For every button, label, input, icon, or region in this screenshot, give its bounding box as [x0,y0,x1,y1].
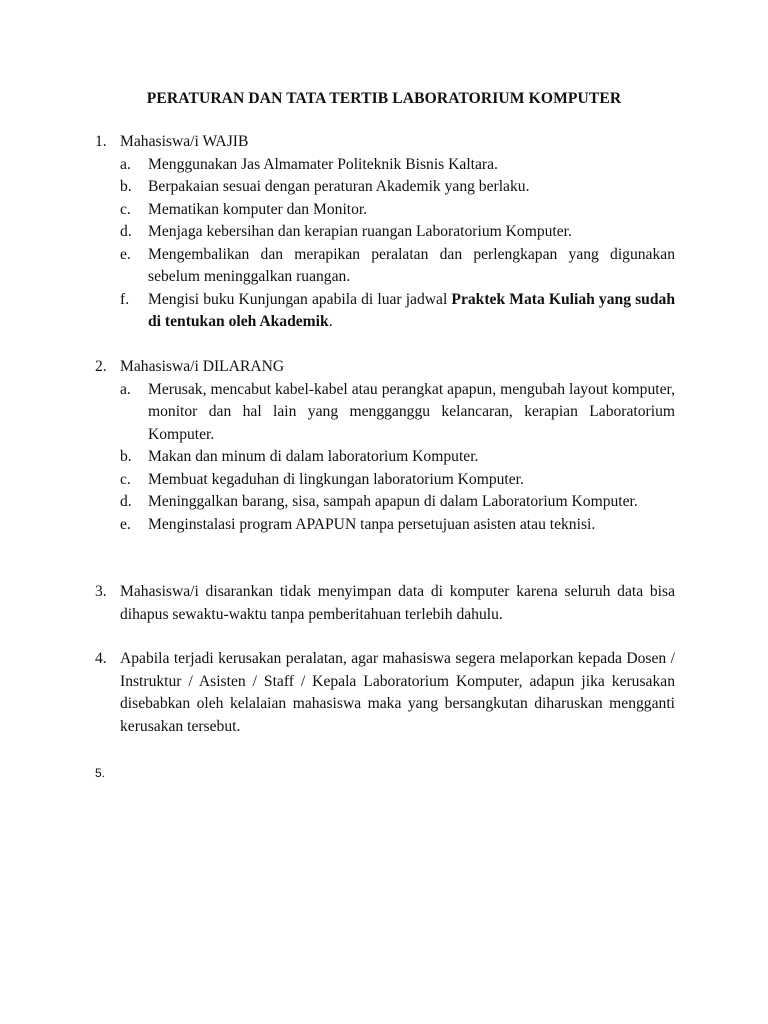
section-number: 1. [95,133,107,150]
section-text: Apabila terjadi kerusakan peralatan, agar mahasiswa segera melaporkan kepada Dosen / Instruktur / Asisten / Staff / Kepala Laboratorium Komputer, adapun jika kerusakan disebabkan oleh kelalaian mahasiswa maka yang bersangkutan diharuskan mengganti kerusakan tersebut. [120,650,675,735]
item-text: Makan dan minum di dalam laboratorium Komputer. [148,448,479,465]
item-letter: c. [120,470,131,488]
list-item [95,154,675,177]
section-paragraph [95,648,675,738]
page-title: PERATURAN DAN TATA TERTIB LABORATORIUM KOMPUTER [146,90,622,107]
list-item [95,379,675,447]
item-text: Membuat kegaduhan di lingkungan laboratorium Komputer. [148,470,524,488]
item-text: Berpakaian sesuai dengan peraturan Akademik yang berlaku. [148,178,530,195]
item-text: Menggunakan Jas Almamater Politeknik Bisnis Kaltara. [148,155,498,173]
item-letter: d. [120,493,132,510]
list-item [95,469,675,492]
list-item [95,176,675,199]
item-text: Merusak, mencabut kabel-kabel atau perangkat apapun, mengubah layout komputer, monitor dan hal lain yang mengganggu kelancaran, kerapian Laboratorium Komputer. [148,380,675,443]
item-letter: b. [120,448,132,465]
item-text: Mematikan komputer dan Monitor. [148,200,368,218]
item-text: Menginstalasi program APAPUN tanpa persetujuan asisten atau teknisi. [148,515,596,533]
section-number-5: 5. [95,766,106,780]
section-number: 3. [95,583,107,600]
list-item [95,446,675,469]
item-letter: b. [120,178,132,195]
section-text: Mahasiswa/i disarankan tidak menyimpan data di komputer karena seluruh data bisa dihapus sewaktu-waktu tanpa pemberitahuan terlebih dahulu. [120,583,675,623]
list-item [95,289,675,334]
section-kerusakan [95,648,675,738]
item-bold-text: Praktek Mata Kuliah yang sudah di tentukan oleh Akademik [148,290,675,330]
section-heading [95,356,675,379]
section-heading-text: Mahasiswa/i WAJIB [120,133,249,150]
item-text: Mengisi buku Kunjungan apabila di luar jadwal [148,290,452,308]
item-list [95,379,675,537]
section-heading [95,131,675,154]
item-list [95,154,675,334]
section-dilarang [95,356,675,536]
item-letter: c. [120,200,131,218]
item-letter: a. [120,380,131,398]
item-tail-text: . [328,313,333,330]
item-text: Meninggalkan barang, sisa, sampah apapun di dalam Laboratorium Komputer. [148,493,638,510]
item-letter: e. [120,245,131,263]
section-paragraph [95,581,675,626]
item-letter: d. [120,223,132,240]
section-wajib [95,131,675,334]
item-letter: f. [120,290,130,308]
section-heading-text: Mahasiswa/i DILARANG [120,358,285,375]
item-letter: a. [120,155,131,173]
section-number: 2. [95,358,107,375]
item-text: Menjaga kebersihan dan kerapian ruangan Laboratorium Komputer. [148,223,572,240]
list-item [95,221,675,244]
section-number: 4. [95,650,107,667]
list-item [95,514,675,537]
list-item [95,491,675,514]
item-letter: e. [120,515,131,533]
list-item [95,244,675,289]
list-item [95,199,675,222]
item-text: Mengembalikan dan merapikan peralatan dan perlengkapan yang digunakan sebelum meninggalkan ruangan. [148,245,675,285]
section-saran [95,581,675,626]
